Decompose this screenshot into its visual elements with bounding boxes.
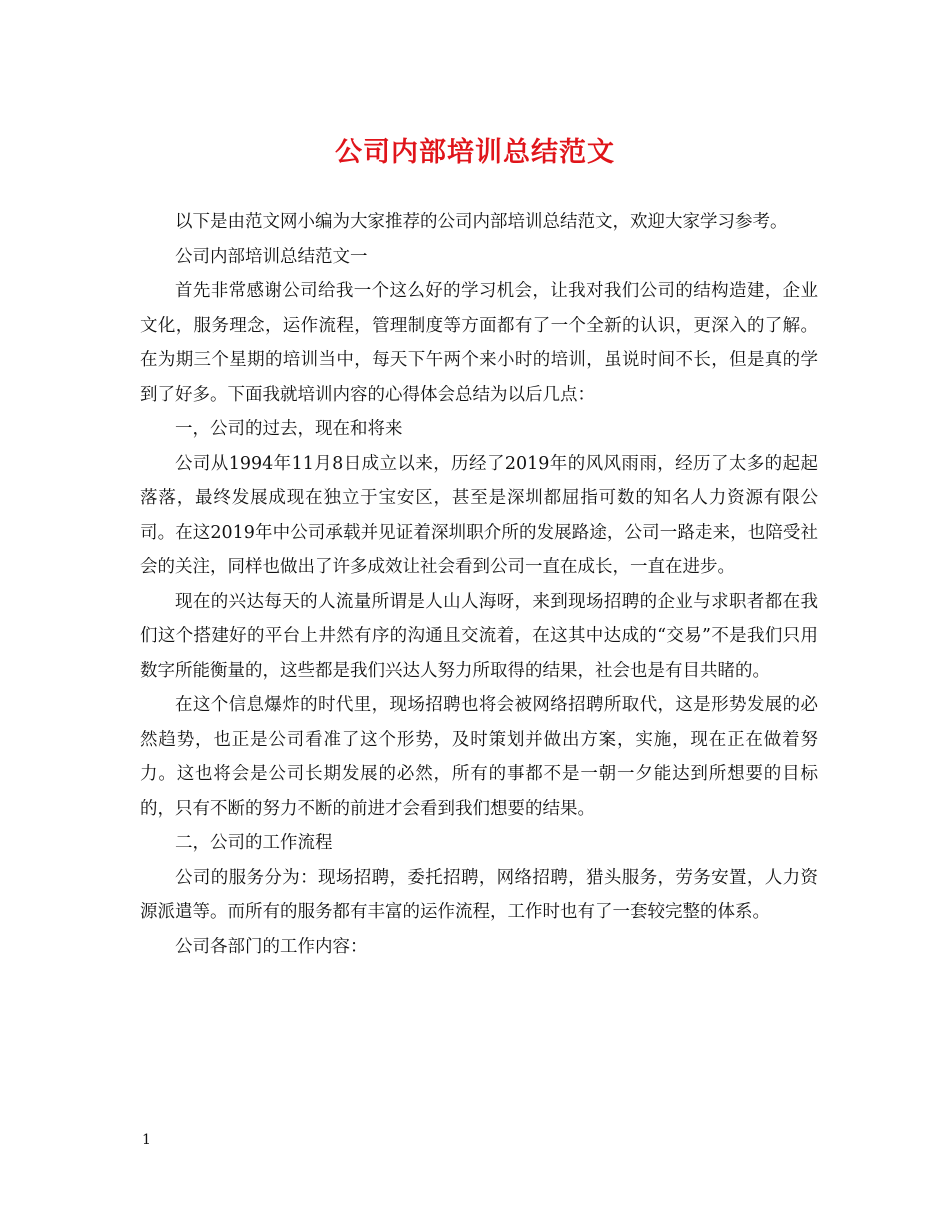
paragraph-present: 现在的兴达每天的人流量所谓是人山人海呀，来到现场招聘的企业与求职者都在我们这个搭建好的平台上井然有序的沟通且交流着，在这其中达成的“交易”不是我们只用数字所能衡量的，这些都是我们兴达人努力所取得的结果，社会也是有目共睹的。 [140,591,818,681]
page-number: 1 [142,1132,151,1148]
paragraph-thanks: 首先非常感谢公司给我一个这么好的学习机会，让我对我们公司的结构造建，企业文化，服务理念，运作流程，管理制度等方面都有了一个全新的认识，更深入的了解。在为期三个星期的培训当中，每天下午两个来小时的培训，虽说时间不长，但是真的学到了好多。下面我就培训内容的心得体会总结为以后几点： [140,281,818,405]
paragraph-services: 公司的服务分为：现场招聘，委托招聘，网络招聘，猎头服务，劳务安置，人力资源派遣等。而所有的服务都有丰富的运作流程，工作时也有了一套较完整的体系。 [140,867,818,922]
document-title: 公司内部培训总结范文 [335,137,615,168]
document-body [140,205,818,964]
paragraph-history: 公司从1994年11月8日成立以来，历经了2019年的风风雨雨，经历了太多的起起落落，最终发展成现在独立于宝安区，甚至是深圳都屈指可数的知名人力资源有限公司。在这2019年中公司承载并见证着深圳职介所的发展路途，公司一路走来，也陪受社会的关注，同样也做出了许多成效让社会看到公司一直在成长，一直在进步。 [140,453,818,577]
section-heading-2: 二，公司的工作流程 [175,833,333,853]
paragraph-departments: 公司各部门的工作内容： [175,936,368,957]
paragraph-subtitle: 公司内部培训总结范文一 [175,246,368,267]
paragraph-future: 在这个信息爆炸的时代里，现场招聘也将会被网络招聘所取代，这是形势发展的必然趋势，也正是公司看准了这个形势，及时策划并做出方案，实施，现在正在做着努力。这也将会是公司长期发展的必然，所有的事都不是一朝一夕能达到所想要的目标的，只有不断的努力不断的前进才会看到我们想要的结果。 [140,695,818,819]
paragraph-intro: 以下是由范文网小编为大家推荐的公司内部培训总结范文，欢迎大家学习参考。 [175,212,788,232]
section-heading-1: 一，公司的过去，现在和将来 [175,419,403,439]
